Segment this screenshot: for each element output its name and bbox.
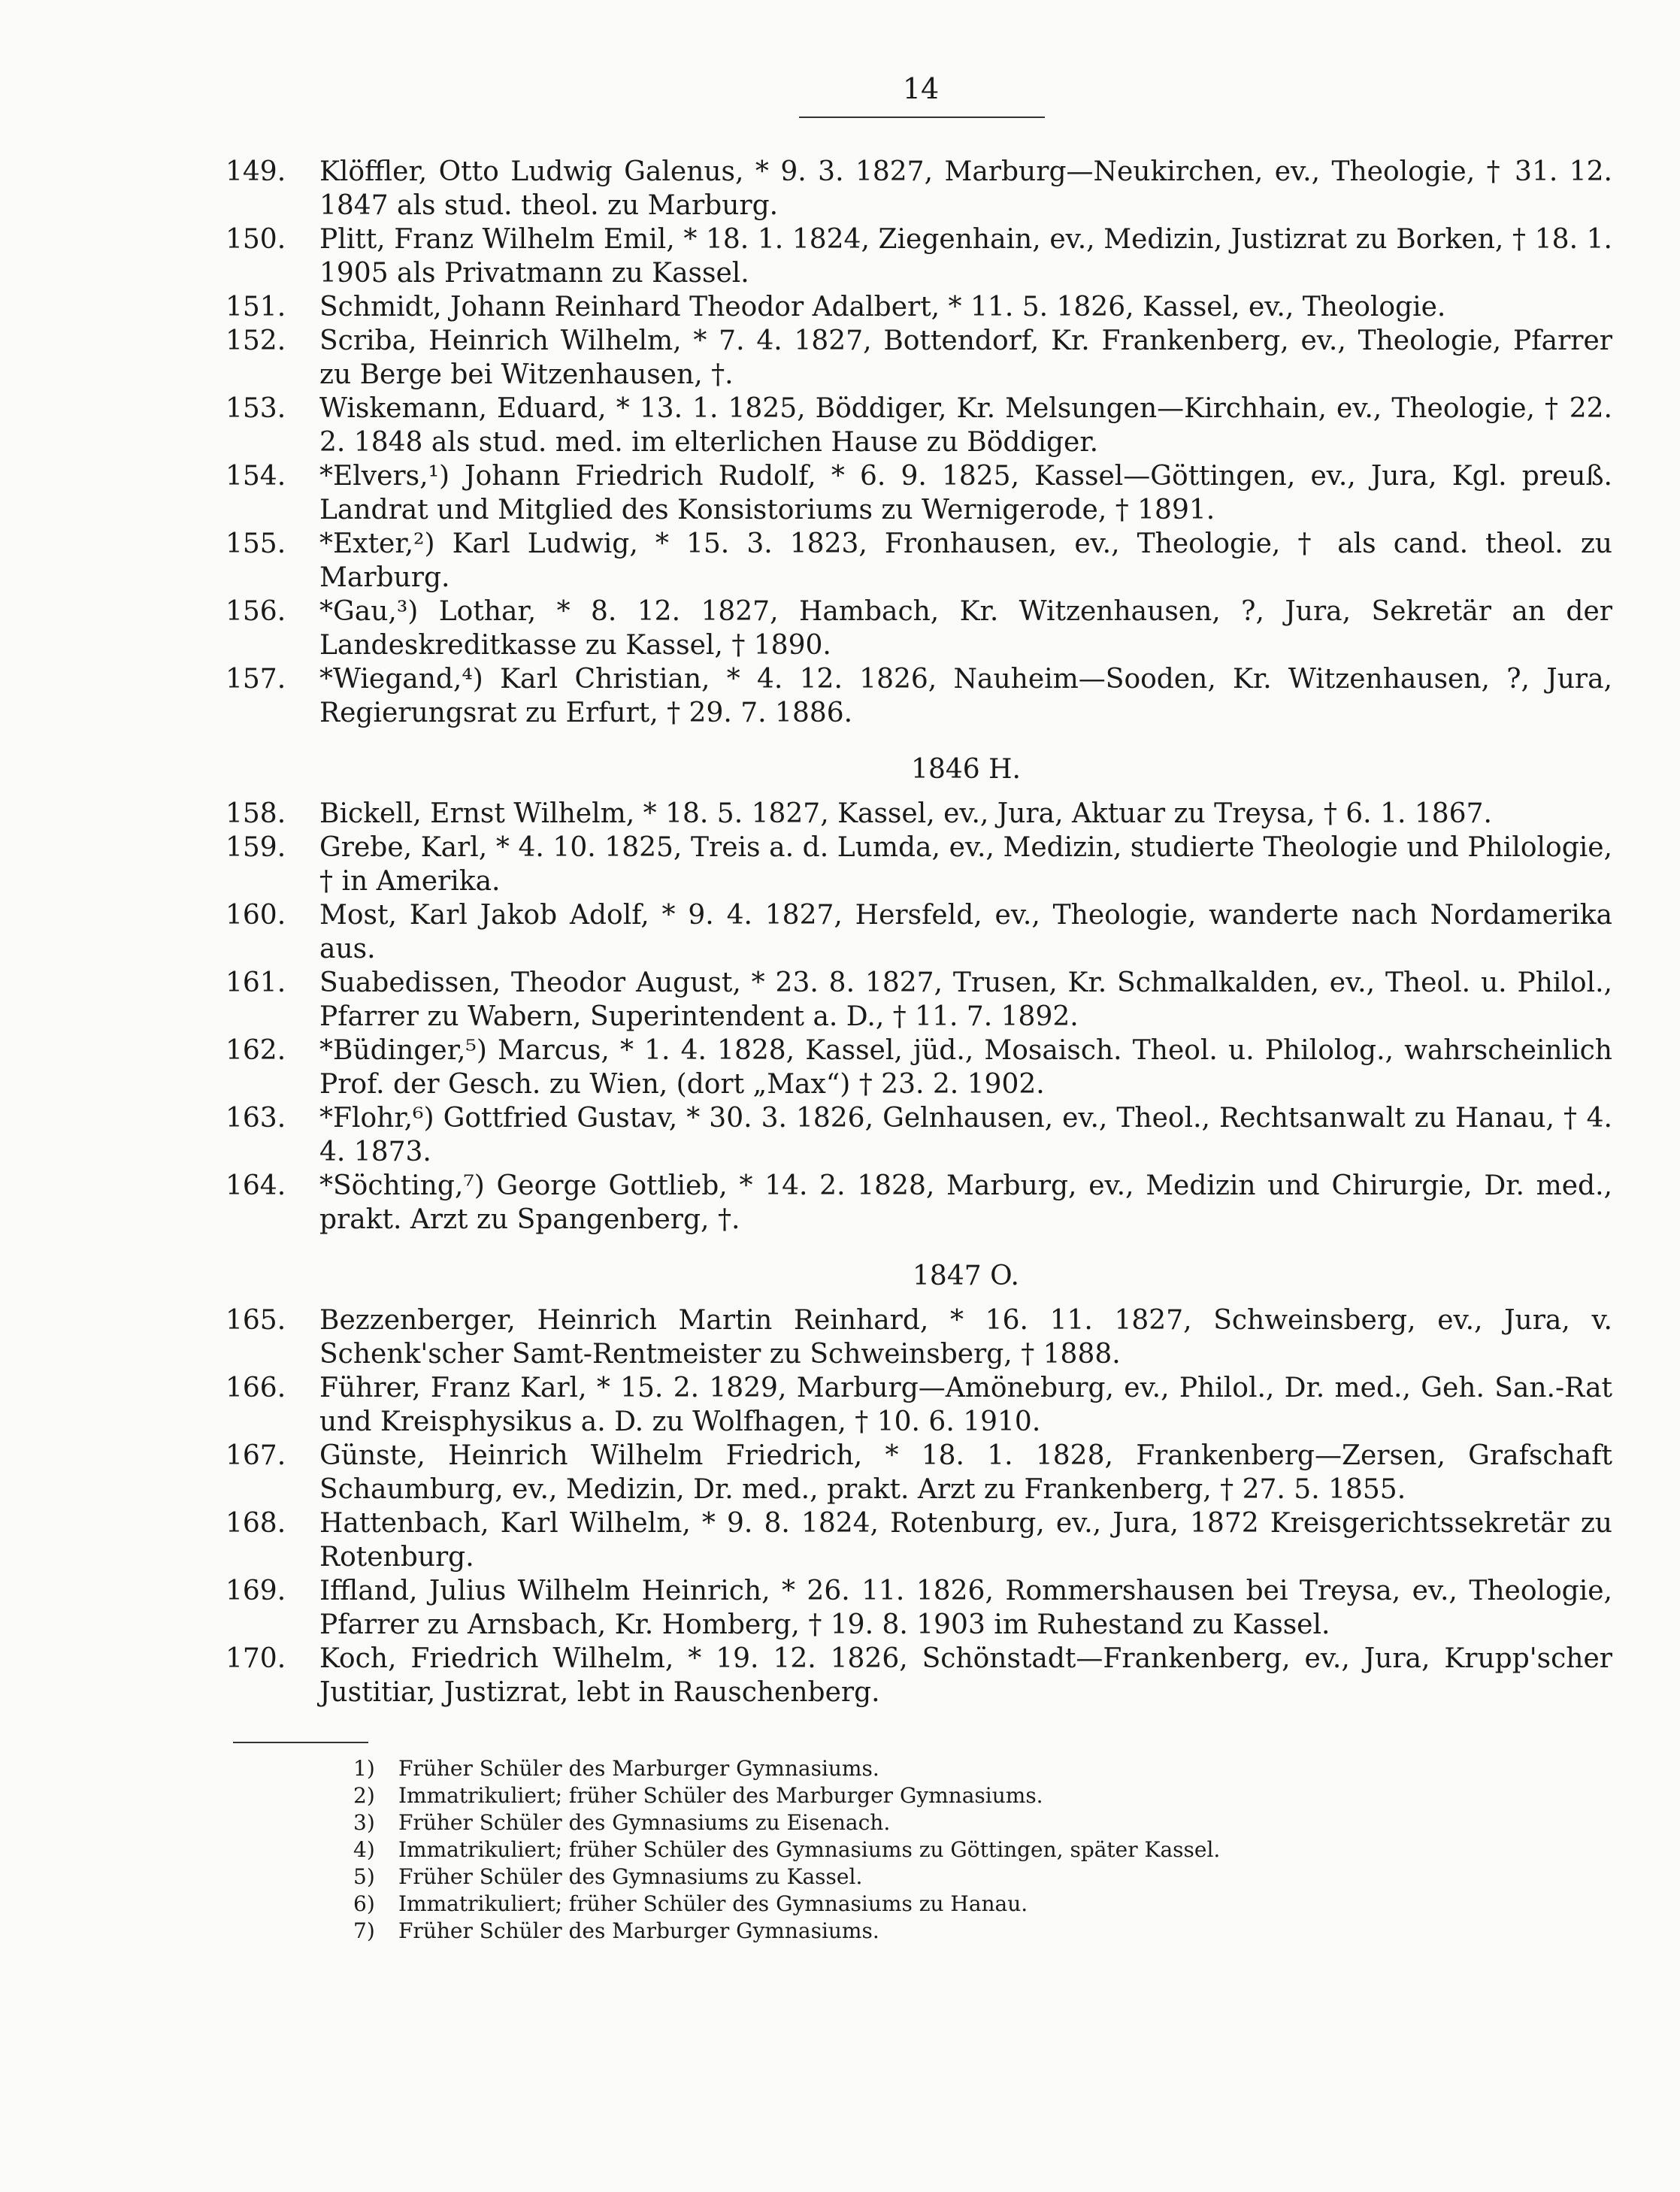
entry-text: Plitt, Franz Wilhelm Emil, * 18. 1. 1824, Ziegenhain, ev., Medizin, Justizrat zu Borken, † 18. 1. 1905 als Privatmann zu Kassel. <box>319 224 1612 289</box>
entry <box>226 1506 1612 1574</box>
entry <box>226 1439 1612 1506</box>
entries-content <box>226 155 1612 1709</box>
entry <box>226 459 1612 527</box>
entry-text: Bezzenberger, Heinrich Martin Reinhard, * 16. 11. 1827, Schweinsberg, ev., Jura, v. Schenk'scher Samt-Rentmeister zu Schweinsberg, † 1888. <box>319 1305 1612 1370</box>
footnote <box>353 1864 1556 1891</box>
footnote-text: Früher Schüler des Gymnasiums zu Kassel. <box>398 1864 863 1889</box>
entry-number: 154. <box>226 461 286 492</box>
entry-number: 169. <box>226 1576 286 1606</box>
entry <box>226 1034 1612 1101</box>
entry <box>226 1101 1612 1169</box>
entry-number: 162. <box>226 1035 286 1066</box>
section-heading: 1847 O. <box>913 1261 1019 1291</box>
section-heading: 1846 H. <box>911 754 1021 785</box>
entry-number: 160. <box>226 900 286 931</box>
entry-number: 155. <box>226 528 286 559</box>
entry-text: Iffland, Julius Wilhelm Heinrich, * 26. 11. 1826, Rommershausen bei Treysa, ev., Theologie, Pfarrer zu Arnsbach, Kr. Homberg, † 19. 8. 1903 im Ruhestand zu Kassel. <box>319 1576 1612 1640</box>
entry <box>226 290 1612 324</box>
entry-text: *Gau,³) Lothar, * 8. 12. 1827, Hambach, Kr. Witzenhausen, ?, Jura, Sekretär an der Landeskreditkasse zu Kassel, † 1890. <box>319 596 1612 661</box>
entry-number: 168. <box>226 1508 286 1539</box>
entry-text: Wiskemann, Eduard, * 13. 1. 1825, Böddiger, Kr. Melsungen—Kirchhain, ev., Theologie, † 22. 2. 1848 als stud. med. im elterlichen Hause zu Böddiger. <box>319 393 1612 458</box>
entry-text: Suabedissen, Theodor August, * 23. 8. 1827, Trusen, Kr. Schmalkalden, ev., Theol. u. Philol., Pfarrer zu Wabern, Superintendent a. D., † 11. 7. 1892. <box>319 967 1612 1032</box>
entry-number: 151. <box>226 292 286 322</box>
footnote-mark: 3) <box>353 1810 375 1835</box>
entry-text: *Büdinger,⁵) Marcus, * 1. 4. 1828, Kassel, jüd., Mosaisch. Theol. u. Philolog., wahrscheinlich Prof. der Gesch. zu Wien, (dort „Max“) † 23. 2. 1902. <box>319 1035 1612 1100</box>
entry-number: 163. <box>226 1103 286 1134</box>
entry-text: *Flohr,⁶) Gottfried Gustav, * 30. 3. 1826, Gelnhausen, ev., Theol., Rechtsanwalt zu Hanau, † 4. 4. 1873. <box>319 1103 1612 1167</box>
footnote <box>353 1755 1556 1782</box>
footnote-mark: 2) <box>353 1783 375 1808</box>
footnotes <box>353 1755 1556 1945</box>
entry <box>226 831 1612 898</box>
entry-number: 152. <box>226 325 286 356</box>
entry-text: *Exter,²) Karl Ludwig, * 15. 3. 1823, Fronhausen, ev., Theologie, † als cand. theol. zu Marburg. <box>319 528 1612 593</box>
footnote-mark: 1) <box>353 1756 375 1781</box>
footnote-mark: 6) <box>353 1891 375 1916</box>
footnote-rule <box>233 1742 368 1743</box>
entry <box>226 1574 1612 1642</box>
entry-number: 170. <box>226 1643 286 1674</box>
footnote-mark: 4) <box>353 1837 375 1862</box>
entry-number: 166. <box>226 1373 286 1403</box>
entry-text: Koch, Friedrich Wilhelm, * 19. 12. 1826, Schönstadt—Frankenberg, ev., Jura, Krupp'scher Justitiar, Justizrat, lebt in Rauschenberg. <box>319 1643 1612 1708</box>
footnote <box>353 1918 1556 1945</box>
entry-text: Scriba, Heinrich Wilhelm, * 7. 4. 1827, Bottendorf, Kr. Frankenberg, ev., Theologie, Pfarrer zu Berge bei Witzenhausen, †. <box>319 325 1612 390</box>
entry <box>226 1169 1612 1237</box>
footnote <box>353 1836 1556 1864</box>
entry-text: Most, Karl Jakob Adolf, * 9. 4. 1827, Hersfeld, ev., Theologie, wanderte nach Nordamerika aus. <box>319 900 1612 964</box>
footnote-text: Früher Schüler des Marburger Gymnasiums. <box>398 1918 879 1943</box>
entry-number: 165. <box>226 1305 286 1336</box>
footnote <box>353 1891 1556 1918</box>
entry-number: 158. <box>226 798 286 829</box>
footnote-text: Immatrikuliert; früher Schüler des Marburger Gymnasiums. <box>398 1783 1043 1808</box>
entry <box>226 1303 1612 1371</box>
entry-text: Klöffler, Otto Ludwig Galenus, * 9. 3. 1827, Marburg—Neukirchen, ev., Theologie, † 31. 12. 1847 als stud. theol. zu Marburg. <box>319 156 1612 221</box>
page-number: 14 <box>902 72 940 105</box>
entry-text: Günste, Heinrich Wilhelm Friedrich, * 18. 1. 1828, Frankenberg—Zersen, Grafschaft Schaumburg, ev., Medizin, Dr. med., prakt. Arzt zu Frankenberg, † 27. 5. 1855. <box>319 1440 1612 1505</box>
entry <box>226 1371 1612 1439</box>
page-number-rule <box>799 117 1045 118</box>
entry-number: 167. <box>226 1440 286 1471</box>
footnote-text: Immatrikuliert; früher Schüler des Gymnasiums zu Göttingen, später Kassel. <box>398 1837 1221 1862</box>
entry <box>226 155 1612 223</box>
entry-number: 164. <box>226 1170 286 1201</box>
entry <box>226 392 1612 459</box>
entry-text: *Elvers,¹) Johann Friedrich Rudolf, * 6. 9. 1825, Kassel—Göttingen, ev., Jura, Kgl. preuß. Landrat und Mitglied des Konsistoriums zu Wernigerode, † 1891. <box>319 461 1612 525</box>
entry-text: Bickell, Ernst Wilhelm, * 18. 5. 1827, Kassel, ev., Jura, Aktuar zu Treysa, † 6. 1. 1867. <box>319 798 1492 829</box>
footnote-text: Früher Schüler des Marburger Gymnasiums. <box>398 1756 879 1781</box>
footnote <box>353 1782 1556 1809</box>
entry-number: 149. <box>226 156 286 187</box>
entry <box>226 662 1612 730</box>
entry <box>226 1642 1612 1709</box>
footnote-mark: 5) <box>353 1864 375 1889</box>
entry-text: Hattenbach, Karl Wilhelm, * 9. 8. 1824, Rotenburg, ev., Jura, 1872 Kreisgerichtssekretär zu Rotenburg. <box>319 1508 1612 1573</box>
entry-number: 161. <box>226 967 286 998</box>
entry-text: Schmidt, Johann Reinhard Theodor Adalbert, * 11. 5. 1826, Kassel, ev., Theologie. <box>319 292 1446 322</box>
entry-text: *Wiegand,⁴) Karl Christian, * 4. 12. 1826, Nauheim—Sooden, Kr. Witzenhausen, ?, Jura, Regierungsrat zu Erfurt, † 29. 7. 1886. <box>319 664 1612 728</box>
entry <box>226 966 1612 1034</box>
entry <box>226 527 1612 595</box>
entry-number: 156. <box>226 596 286 627</box>
entry-number: 157. <box>226 664 286 695</box>
entry <box>226 797 1612 831</box>
entry <box>226 898 1612 966</box>
entry-text: Grebe, Karl, * 4. 10. 1825, Treis a. d. Lumda, ev., Medizin, studierte Theologie und Philologie, † in Amerika. <box>319 832 1612 897</box>
footnote <box>353 1809 1556 1836</box>
entry-number: 150. <box>226 224 286 255</box>
entry <box>226 595 1612 662</box>
entry-text: Führer, Franz Karl, * 15. 2. 1829, Marburg—Amöneburg, ev., Philol., Dr. med., Geh. San.-Rat und Kreisphysikus a. D. zu Wolfhagen, † 10. 6. 1910. <box>319 1373 1612 1437</box>
footnote-text: Immatrikuliert; früher Schüler des Gymnasiums zu Hanau. <box>398 1891 1028 1916</box>
footnote-mark: 7) <box>353 1918 375 1943</box>
entry-number: 153. <box>226 393 286 424</box>
entry-number: 159. <box>226 832 286 863</box>
entry <box>226 324 1612 392</box>
entry <box>226 223 1612 290</box>
entry-text: *Söchting,⁷) George Gottlieb, * 14. 2. 1828, Marburg, ev., Medizin und Chirurgie, Dr. med., prakt. Arzt zu Spangenberg, †. <box>319 1170 1612 1235</box>
footnote-text: Früher Schüler des Gymnasiums zu Eisenach. <box>398 1810 891 1835</box>
